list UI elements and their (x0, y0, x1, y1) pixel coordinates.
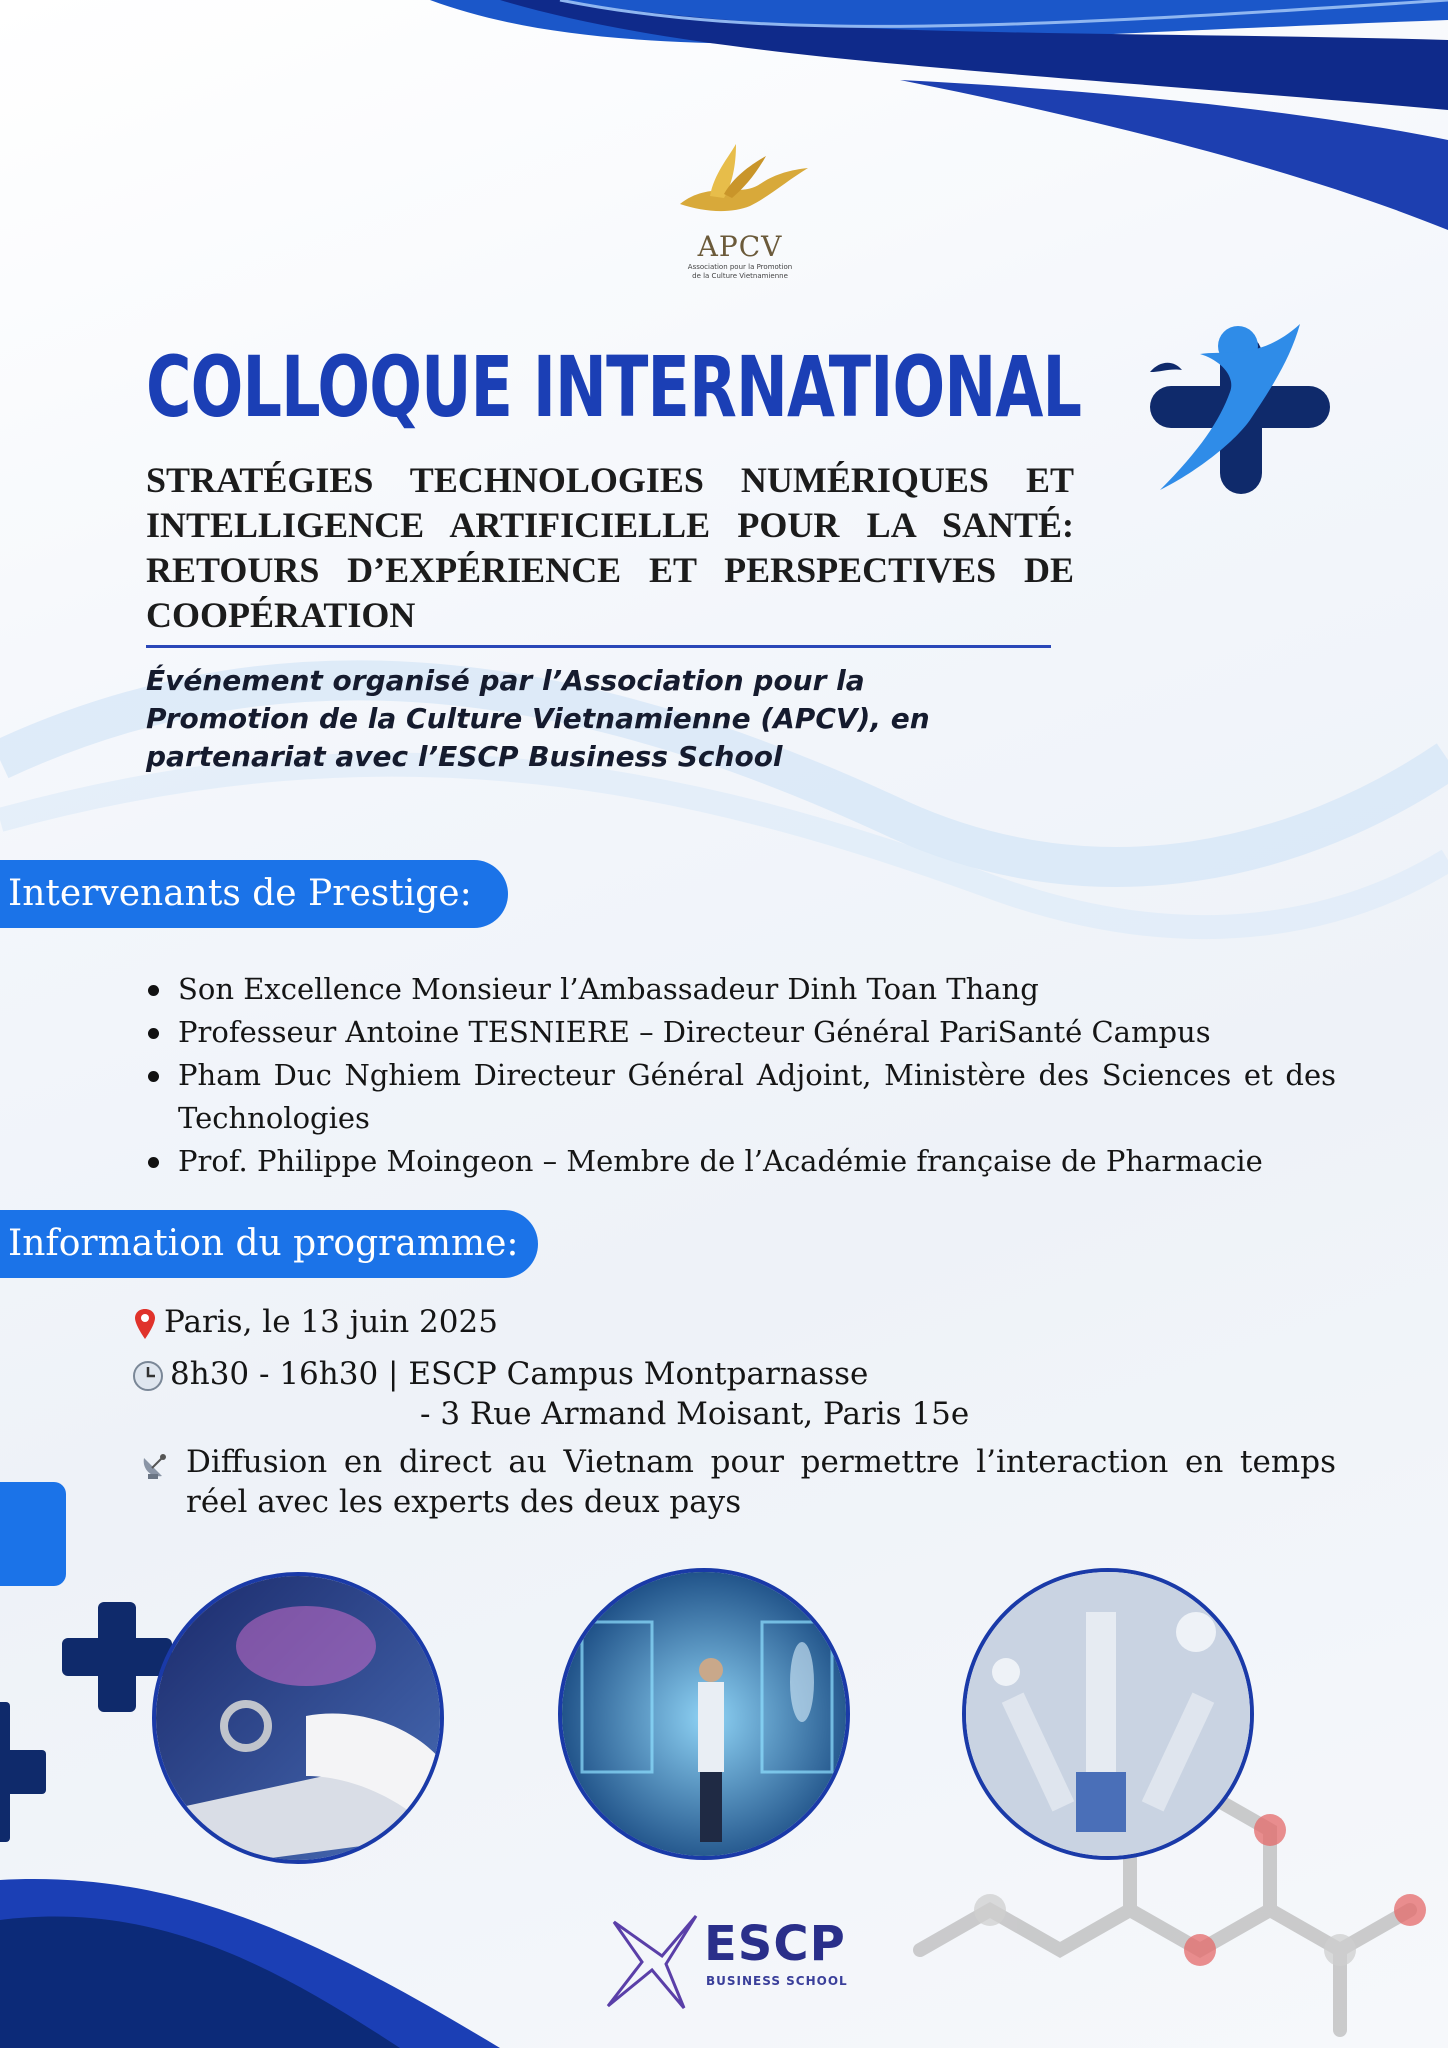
photo-surgical-robot (962, 1568, 1254, 1860)
apcv-logo-subtitle-1: Association pour la Promotion (687, 263, 793, 271)
event-time-venue: 8h30 - 16h30 | ESCP Campus Montparnasse (170, 1356, 869, 1392)
decorative-blue-block (0, 1482, 66, 1586)
organizer-statement: Événement organisé par l’Association pour la Promotion de la Culture Vietnamienne (APCV), en partenariat avec l’ESCP Business School (146, 664, 930, 773)
speaker-item (140, 968, 1336, 1011)
speakers-list (140, 968, 1336, 1183)
speaker-text: Prof. Philippe Moingeon – Membre de l’Académie française de Pharmacie (178, 1144, 1263, 1178)
event-time-row (132, 1354, 868, 1394)
escp-star-icon (604, 1912, 700, 2012)
speaker-text: Professeur Antoine TESNIERE – Directeur Général PariSanté Campus (178, 1015, 1211, 1049)
event-date-row (132, 1302, 498, 1342)
photo-scientist-hologram (558, 1568, 850, 1860)
speaker-item (140, 1011, 1336, 1054)
clock-icon (132, 1360, 164, 1392)
escp-logo-subtitle: BUSINESS SCHOOL (706, 1974, 848, 1988)
speaker-text: Pham Duc Nghiem Directeur Général Adjoint, Ministère des Sciences et des Technologies (178, 1058, 1336, 1135)
bullet-icon (148, 1071, 159, 1082)
event-title: COLLOQUE INTERNATIONAL (146, 338, 1082, 436)
escp-logo (604, 1912, 864, 2012)
event-subtitle: STRATÉGIES TECHNOLOGIES NUMÉRIQUES ET INTELLIGENCE ARTIFICIELLE POUR LA SANTÉ: RETOURS D’EXPÉRIENCE ET PERSPECTIVES DE COOPÉRATION (146, 460, 1074, 635)
health-cross-person-icon (1140, 320, 1340, 510)
speaker-text: Son Excellence Monsieur l’Ambassadeur Dinh Toan Thang (178, 972, 1039, 1006)
broadcast-text: Diffusion en direct au Vietnam pour permettre l’interaction en temps réel avec les experts des deux pays (186, 1444, 1336, 1520)
event-address: - 3 Rue Armand Moisant, Paris 15e (420, 1396, 970, 1432)
apcv-logo-subtitle-2: de la Culture Vietnamienne (692, 272, 788, 280)
map-pin-icon (132, 1307, 158, 1341)
surgical-robot-image (966, 1572, 1254, 1860)
satellite-dish-icon (138, 1448, 172, 1482)
apcv-logo (660, 140, 820, 290)
photo-doctor-laptop-ai (152, 1572, 444, 1864)
speaker-item (140, 1054, 1336, 1140)
escp-logo-name: ESCP (704, 1916, 846, 1972)
scientist-hologram-image (562, 1572, 850, 1860)
medical-cross-icon (0, 1702, 46, 1842)
title-divider (146, 645, 1051, 648)
bullet-icon (148, 1028, 159, 1039)
event-date: Paris, le 13 juin 2025 (164, 1304, 498, 1340)
golden-bird-icon (670, 140, 810, 222)
speaker-item (140, 1140, 1336, 1183)
apcv-logo-name: APCV (697, 230, 783, 263)
bullet-icon (148, 1157, 159, 1168)
program-heading: Information du programme: (0, 1210, 538, 1278)
speakers-heading: Intervenants de Prestige: (0, 860, 508, 928)
bullet-icon (148, 985, 159, 996)
doctor-laptop-image (156, 1576, 444, 1864)
